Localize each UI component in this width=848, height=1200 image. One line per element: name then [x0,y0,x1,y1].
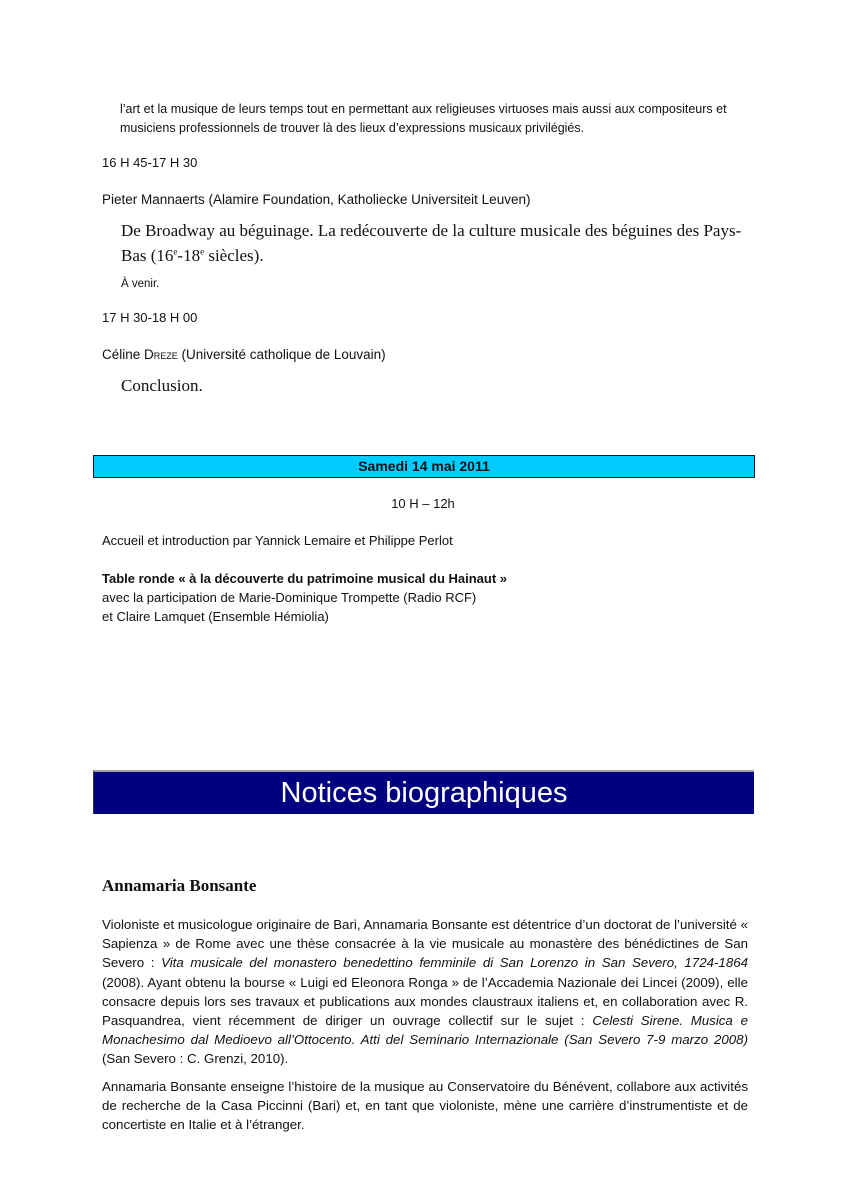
speaker-first-name: Céline [102,347,145,362]
roundtable-participants: et Claire Lamquet (Ensemble Hémiolia) [102,609,329,624]
intro-paragraph-continuation: l’art et la musique de leurs temps tout en permettant aux religieuses virtuoses mais aussi aux compositeurs et musiciens professionnels de trouver là des lieux d’expressions musicaux privilégiés. [120,102,727,135]
talk-note: À venir. [121,278,160,290]
book-title: Vita musicale del monastero benedettino femminile di San Lorenzo in San Severo, 1724-1864 [161,955,749,971]
book-title: Celesti Sirene. Musica e Monachesimo dal Medioevo all’Ottocento. Atti del Seminario Internazionale (San Severo 7-9 marzo 2008) [102,1013,749,1048]
welcome-line: Accueil et introduction par Yannick Lemaire et Philippe Perlot [102,533,453,548]
bio-text: Violoniste et musicologue originaire de Bari, Annamaria Bonsante est détentrice d’un doctorat de l’université « Sapienza » de Rome avec une thèse consacrée à la vie musicale au monastère des bénédictines de San Severo : [102,917,748,971]
bio-text: (2008). Ayant obtenu la bourse « Luigi ed Eleonora Ronga » de l’Accademia Nazionale dei Lincei (2009), elle consacre depuis lors ses travaux et publications aux mondes claustraux italiens et, en collaboration avec R. Pasquandrea, vient récemment de diriger un ouvrage collectif sur le sujet : [102,974,748,1029]
talk-title-dash: -18 [177,246,201,265]
session-time: 10 H – 12h [391,496,455,511]
roundtable-title: Table ronde « à la découverte du patrimoine musical du Hainaut » [102,571,508,586]
session-time: 16 H 45-17 H 30 [102,155,198,170]
section-banner [93,770,754,814]
day-banner [93,455,755,478]
bio-paragraph: Annamaria Bonsante enseigne l’histoire de la musique au Conservatoire du Bénévent, collabore aux activités de recherche de la Casa Piccinni (Bari) et, en tant que violoniste, mène une carrière d’instrumentiste et de concertiste en Italie et à l’étranger. [102,1079,748,1133]
day-banner-label: Samedi 14 mai 2011 [358,458,490,474]
bio-text: (San Severo : C. Grenzi, 2010). [102,1051,289,1067]
speaker-name [102,345,386,364]
section-title: Notices biographiques [280,777,568,809]
superscript: e [173,246,178,257]
speaker-name: Pieter Mannaerts (Alamire Foundation, Katholiecke Universiteit Leuven) [102,192,531,207]
talk-title-part2: siècles). [204,246,264,265]
talk-title-part1: De Broadway au béguinage. La redécouverte de la culture musicale des béguines des Pays-Bas (16 [121,221,742,265]
roundtable-participants: avec la participation de Marie-Dominique Trompette (Radio RCF) [102,590,477,605]
bio-paragraph [102,915,748,1069]
talk-title [121,218,761,268]
talk-title: Conclusion. [121,376,203,395]
session-time: 17 H 30-18 H 00 [102,310,198,325]
superscript: e [200,246,205,257]
speaker-affiliation: (Université catholique de Louvain) [177,347,386,362]
bio-name: Annamaria Bonsante [102,876,257,895]
speaker-last-name: Dreze [144,347,178,362]
